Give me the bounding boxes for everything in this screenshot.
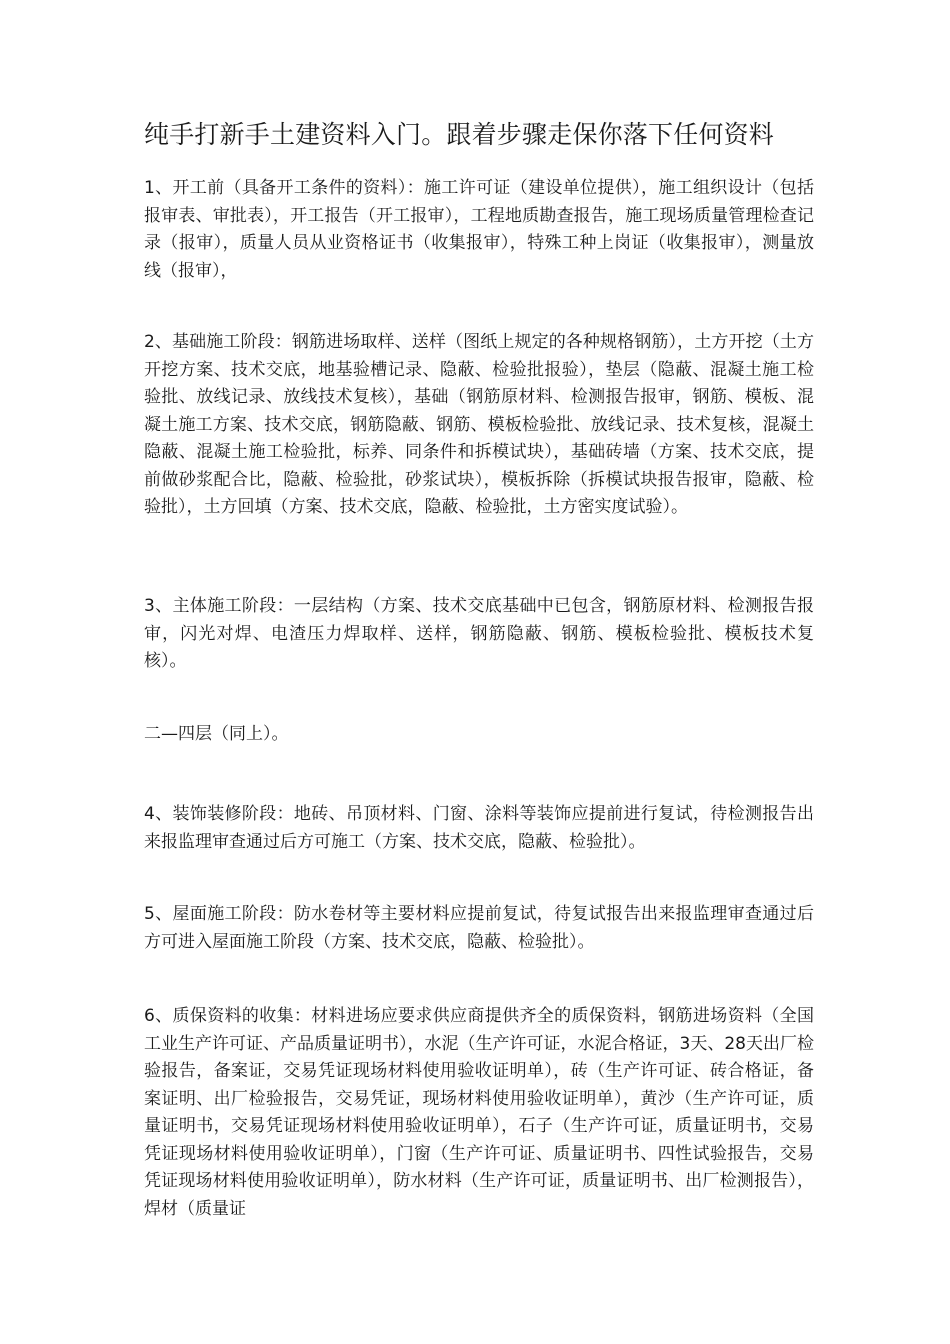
paragraph-floors-two-to-four: 二—四层（同上）。	[144, 724, 289, 744]
paragraph-roofing-stage: 5、屋面施工阶段：防水卷材等主要材料应提前复试，待复试报告出来报监理审查通过后方可进入屋面施工阶段（方案、技术交底，隐蔽、检验批）。	[144, 904, 814, 952]
paragraph-foundation-stage: 2、基础施工阶段：钢筋进场取样、送样（图纸上规定的各种规格钢筋），土方开挖（土方开挖方案、技术交底，地基验槽记录、隐蔽、检验批报验），垫层（隐蔽、混凝土施工检验批、放线记录、放线技术复核），基础（钢筋原材料、检测报告报审，钢筋、模板、混凝土施工方案、技术交底，钢筋隐蔽、钢筋、模板检验批、放线记录、技术复核，混凝土隐蔽、混凝土施工检验批，标养、同条件和拆模试块），基础砖墙（方案、技术交底，提前做砂浆配合比，隐蔽、检验批，砂浆试块），模板拆除（拆模试块报告报审，隐蔽、检验批），土方回填（方案、技术交底，隐蔽、检验批，土方密实度试验）。	[144, 332, 814, 517]
paragraph-quality-documents: 6、质保资料的收集：材料进场应要求供应商提供齐全的质保资料，钢筋进场资料（全国工业生产许可证、产品质量证明书），水泥（生产许可证，水泥合格证，3天、28天出厂检验报告，备案证，交易凭证现场材料使用验收证明单），砖（生产许可证、砖合格证，备案证明、出厂检验报告，交易凭证，现场材料使用验收证明单），黄沙（生产许可证，质量证明书，交易凭证现场材料使用验收证明单），石子（生产许可证，质量证明书，交易凭证现场材料使用验收证明单），门窗（生产许可证、质量证明书、四性试验报告，交易凭证现场材料使用验收证明单），防水材料（生产许可证，质量证明书、出厂检测报告），焊材（质量证	[144, 1006, 814, 1218]
paragraph-decoration-stage: 4、装饰装修阶段：地砖、吊顶材料、门窗、涂料等装饰应提前进行复试，待检测报告出来报监理审查通过后方可施工（方案、技术交底，隐蔽、检验批）。	[144, 804, 814, 852]
document-title: 纯手打新手土建资料入门。跟着步骤走保你落下任何资料	[144, 120, 775, 149]
paragraph-pre-construction: 1、开工前（具备开工条件的资料）：施工许可证（建设单位提供），施工组织设计（包括报审表、审批表），开工报告（开工报审），工程地质勘查报告，施工现场质量管理检查记录（报审），质量人员从业资格证书（收集报审），特殊工种上岗证（收集报审），测量放线（报审），	[144, 178, 814, 281]
paragraph-main-structure-stage: 3、主体施工阶段：一层结构（方案、技术交底基础中已包含，钢筋原材料、检测报告报审，闪光对焊、电渣压力焊取样、送样，钢筋隐蔽、钢筋、模板检验批、模板技术复核）。	[144, 596, 814, 671]
